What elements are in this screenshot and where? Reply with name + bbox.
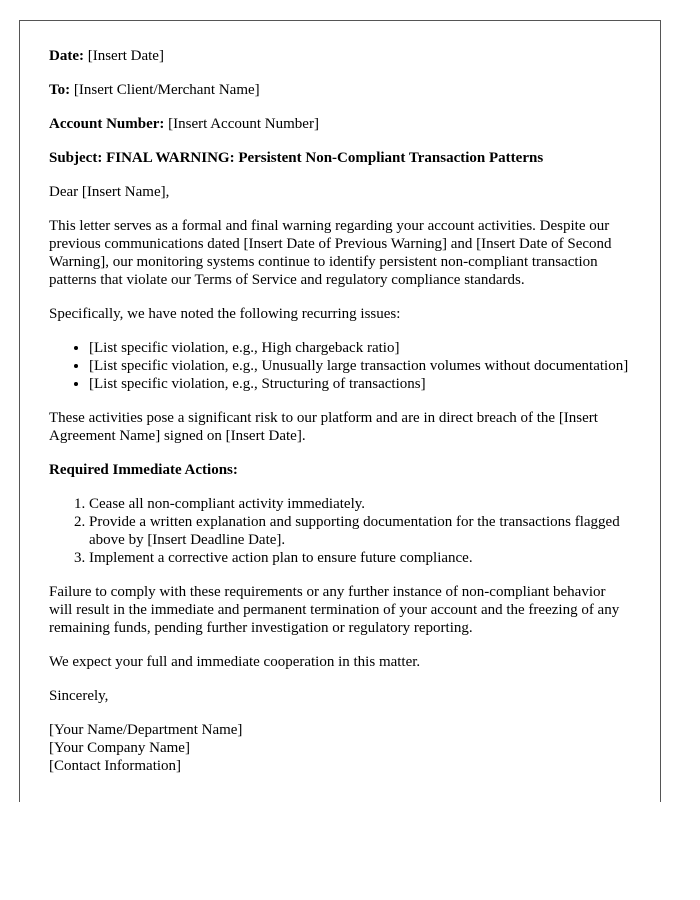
consequence-paragraph: Failure to comply with these requirements or any further instance of non-compliant behavior will result in the immediate and permanent termination of your account and the freezing of any remaining funds, pending further investigation or regulatory reporting. — [49, 584, 620, 636]
list-item: 1. Cease all non-compliant activity immediately. — [89, 495, 631, 513]
subject-text: Subject: FINAL WARNING: Persistent Non-Compliant Transaction Patterns — [49, 150, 544, 166]
expectation-paragraph: We expect your full and immediate cooperation in this matter. — [49, 654, 421, 670]
account-value: [Insert Account Number] — [168, 116, 319, 132]
list-item: 3. Implement a corrective action plan to ensure future compliance. — [89, 549, 631, 567]
recipient-line — [49, 81, 631, 99]
recipient-value: [Insert Client/Merchant Name] — [73, 82, 260, 98]
issues-intro: Specifically, we have noted the following recurring issues: — [49, 306, 401, 322]
list-item: 2. Provide a written explanation and supporting documentation for the transactions flagged above by [Insert Deadline Date]. — [89, 513, 631, 549]
recipient-label: To: — [49, 82, 71, 98]
actions-heading — [49, 461, 631, 479]
date-value: [Insert Date] — [87, 48, 164, 64]
salutation: Dear [Insert Name], — [49, 184, 170, 200]
signature-company: [Your Company Name] — [49, 740, 190, 756]
letter-document — [19, 20, 661, 802]
actions-list — [49, 495, 631, 567]
risk-paragraph: These activities pose a significant risk to our platform and are in direct breach of the [Insert Agreement Name] signed on [Insert Date]. — [49, 410, 598, 444]
list-item: • [List specific violation, e.g., High chargeback ratio] — [89, 339, 631, 357]
account-line — [49, 115, 631, 133]
account-label: Account Number: — [49, 116, 165, 132]
issues-list — [49, 339, 631, 393]
list-item: • [List specific violation, e.g., Structuring of transactions] — [89, 375, 631, 393]
intro-paragraph: This letter serves as a formal and final warning regarding your account activities. Despite our previous communications dated [Insert Date of Previous Warning] and [Insert Date of Second Warning], our monitoring systems continue to identify persistent non-compliant transaction patterns that violate our Terms of Service and regulatory compliance standards. — [49, 218, 612, 288]
closing: Sincerely, — [49, 688, 109, 704]
date-label: Date: — [49, 48, 84, 64]
signature-contact: [Contact Information] — [49, 758, 182, 774]
date-line — [49, 47, 631, 65]
signature-block — [49, 721, 631, 775]
subject-line — [49, 149, 631, 167]
list-item: • [List specific violation, e.g., Unusually large transaction volumes without documentation] — [89, 357, 631, 375]
actions-heading-text: Required Immediate Actions: — [49, 462, 238, 478]
signature-name: [Your Name/Department Name] — [49, 722, 243, 738]
